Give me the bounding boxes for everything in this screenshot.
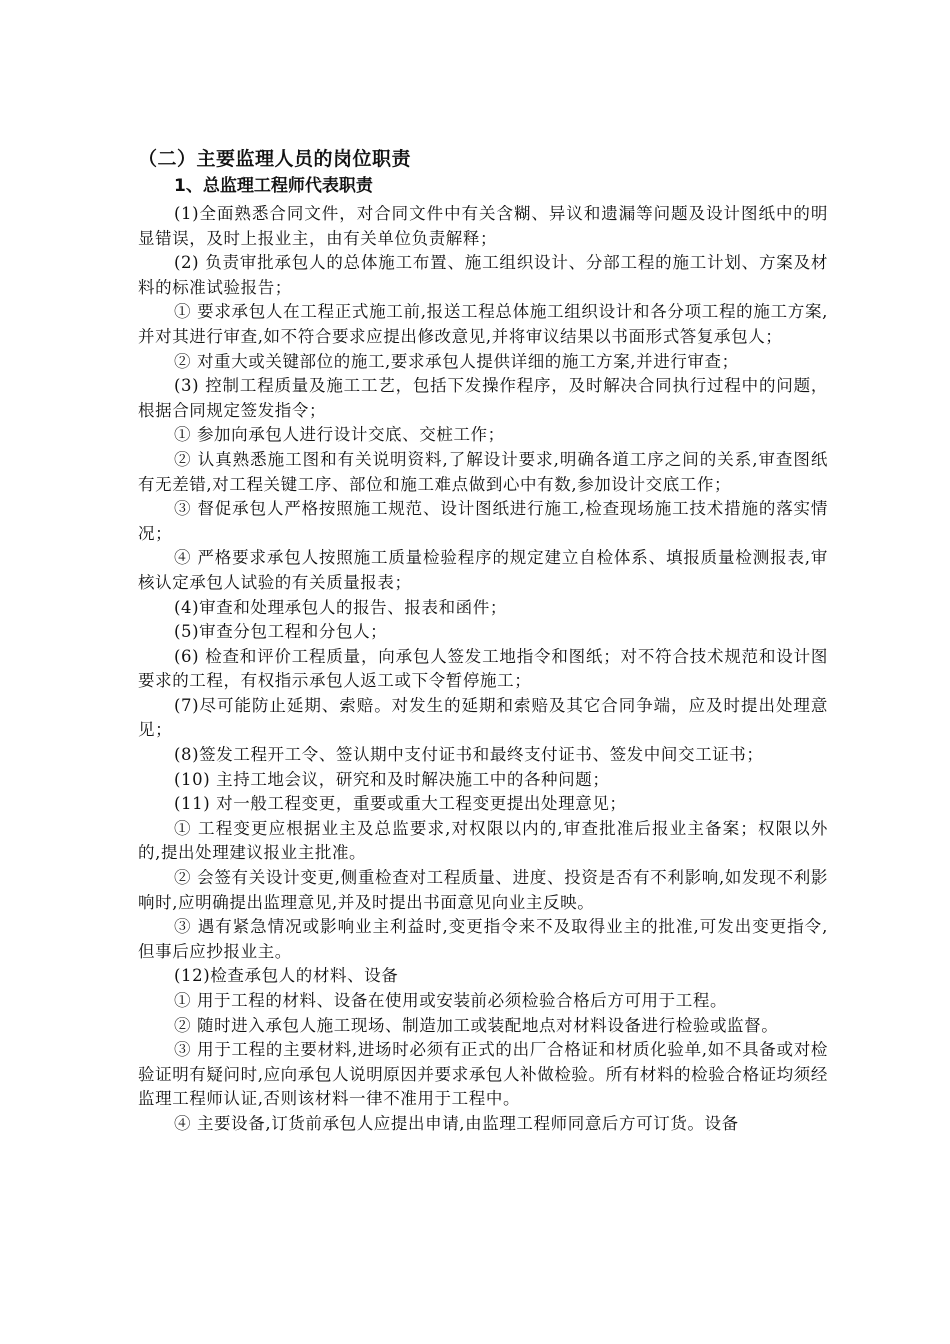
paragraph: (7)尽可能防止延期、索赔。对发生的延期和索赔及其它合同争端，应及时提出处理意见； <box>138 695 828 740</box>
paragraph-list <box>138 202 828 1137</box>
paragraph: (4)审查和处理承包人的报告、报表和函件； <box>174 597 507 617</box>
paragraph: ① 参加向承包人进行设计交底、交桩工作； <box>174 425 505 445</box>
paragraph: (11) 对一般工程变更，重要或重大工程变更提出处理意见； <box>174 794 627 814</box>
paragraph: (3) 控制工程质量及施工工艺，包括下发操作程序，及时解决合同执行过程中的问题，根据合同规定签发指令； <box>138 376 828 420</box>
paragraph: (1)全面熟悉合同文件，对合同文件中有关含糊、异议和遗漏等问题及设计图纸中的明显错误，及时上报业主，由有关单位负责解释； <box>138 204 828 248</box>
paragraph: ① 工程变更应根据业主及总监要求,对权限以内的,审查批准后报业主备案；权限以外的,提出处理建议报业主批准。 <box>138 818 828 863</box>
paragraph: ② 会签有关设计变更,侧重检查对工程质量、进度、投资是否有不利影响,如发现不利影响时,应明确提出监理意见,并及时提出书面意见向业主反映。 <box>138 868 828 912</box>
paragraph: ② 认真熟悉施工图和有关说明资料,了解设计要求,明确各道工序之间的关系,审查图纸有无差错,对工程关键工序、部位和施工难点做到心中有数,参加设计交底工作； <box>138 449 828 494</box>
paragraph: ② 对重大或关键部位的施工,要求承包人提供详细的施工方案,并进行审查； <box>174 351 739 371</box>
paragraph: (12)检查承包人的材料、设备 <box>174 966 399 986</box>
paragraph: ④ 主要设备,订货前承包人应提出申请,由监理工程师同意后方可订货。设备 <box>174 1113 739 1133</box>
paragraph: ④ 严格要求承包人按照施工质量检验程序的规定建立自检体系、填报质量检测报表,审核认定承包人试验的有关质量报表； <box>138 548 828 592</box>
paragraph: (5)审查分包工程和分包人； <box>174 622 388 642</box>
paragraph: (10) 主持工地会议，研究和及时解决施工中的各种问题； <box>174 769 610 789</box>
paragraph: ③ 督促承包人严格按照施工规范、设计图纸进行施工,检查现场施工技术措施的落实情况； <box>138 499 828 543</box>
paragraph: (8)签发工程开工令、签认期中支付证书和最终支付证书、签发中间交工证书； <box>174 745 764 765</box>
paragraph: ③ 用于工程的主要材料,进场时必须有正式的出厂合格证和材质化验单,如不具备或对检验证明有疑问时,应向承包人说明原因并要求承包人补做检验。所有材料的检验合格证均须经监理工程师认证,否则该材料一律不准用于工程中。 <box>138 1040 828 1109</box>
paragraph: ① 用于工程的材料、设备在使用或安装前必须检验合格后方可用于工程。 <box>174 991 728 1010</box>
document-body <box>138 146 828 1137</box>
paragraph: (2) 负责审批承包人的总体施工布置、施工组织设计、分部工程的施工计划、方案及材料的标准试验报告； <box>138 253 828 297</box>
subsection-title: 1、总监理工程师代表职责 <box>174 176 373 196</box>
paragraph: ③ 遇有紧急情况或影响业主利益时,变更指令来不及取得业主的批准,可发出变更指令,但事后应抄报业主。 <box>138 917 828 961</box>
paragraph: ① 要求承包人在工程正式施工前,报送工程总体施工组织设计和各分项工程的施工方案,并对其进行审查,如不符合要求应提出修改意见,并将审议结果以书面形式答复承包人； <box>138 302 828 346</box>
paragraph: ② 随时进入承包人施工现场、制造加工或装配地点对材料设备进行检验或监督。 <box>174 1015 779 1035</box>
section-title: （二）主要监理人员的岗位职责 <box>138 148 412 170</box>
paragraph: (6) 检查和评价工程质量，向承包人签发工地指令和图纸；对不符合技术规范和设计图要求的工程，有权指示承包人返工或下令暂停施工； <box>138 646 828 691</box>
